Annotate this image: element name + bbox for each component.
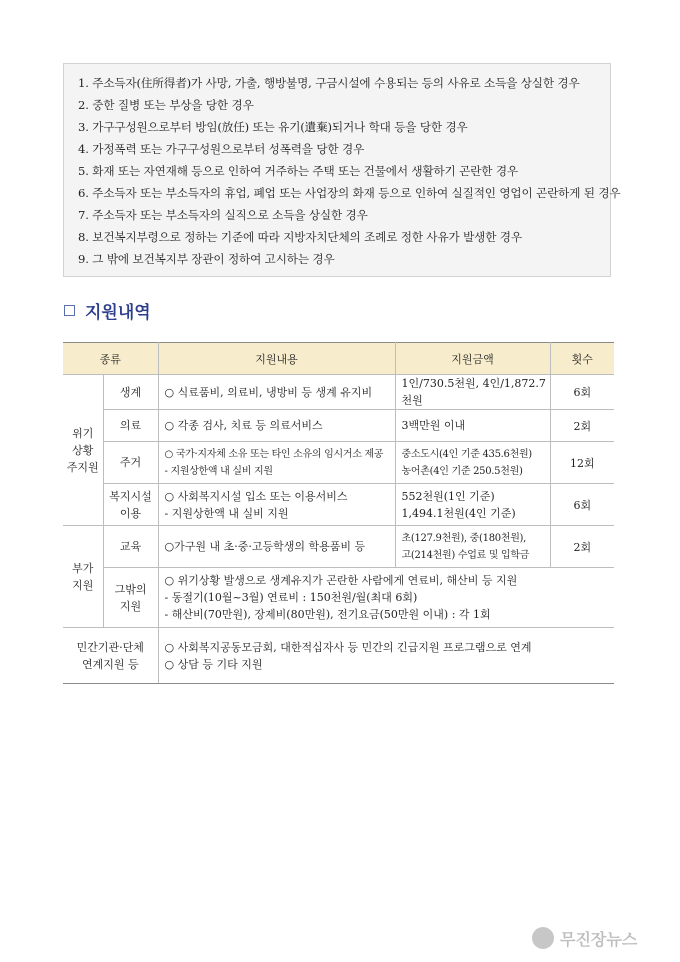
content-line: ○ 국가·지자체 소유 또는 타인 소유의 임시거소 제공 [164,448,384,460]
group-label-line: 지원 [72,578,94,592]
table-row [63,442,614,484]
eligibility-criteria-box [63,63,621,277]
header-type: 종류 [63,343,158,375]
amount-education [395,526,550,568]
subtype-housing: 주거 [103,442,158,484]
content-line: - 지원상한액 내 실비 지원 [164,506,289,520]
criteria-item: 2. 중한 질병 또는 부상을 당한 경우 [78,98,254,112]
criteria-item: 1. 주소득자(住所得者)가 사망, 가출, 행방불명, 구금시설에 수용되는 등의 사유로 소득을 상실한 경우 [78,76,580,90]
content-line: ○ 사회복지공동모금회, 대한적십자사 등 민간의 긴급지원 프로그램으로 연계 [164,640,532,654]
amount-line: 552천원(1인 기준) [401,489,495,503]
subtype-line: 지원 [119,599,142,613]
group-label-line: 상황 [72,443,94,457]
criteria-item: 6. 주소득자 또는 부소득자의 휴업, 폐업 또는 사업장의 화재 등으로 인하여 실질적인 영업이 곤란하게 된 경우 [78,186,621,200]
table-row [63,375,614,410]
content-line: ○ 상담 등 기타 지원 [164,657,263,671]
content-housing [158,442,395,484]
content-line: ○ 사회복지시설 입소 또는 이용서비스 [164,489,348,503]
count-living: 6회 [550,375,614,410]
group-label-line: 주지원 [66,460,99,474]
section-heading [64,299,151,321]
table-row [63,526,614,568]
table-row [63,568,614,628]
content-line: - 동절기(10월~3월) 연료비 : 150천원/월(최대 6회) [164,591,418,604]
amount-line: 고(214천원) 수업료 및 입학금 [401,549,530,561]
support-table [63,342,614,684]
header-content: 지원내용 [158,343,395,375]
content-living: ○ 식료품비, 의료비, 냉방비 등 생계 유지비 [158,375,395,410]
subtype-line: 그밖의 [114,582,147,596]
watermark-text: 무진장뉴스 [560,929,638,949]
subtype-medical: 의료 [103,410,158,442]
criteria-list [78,72,621,270]
type-line: 민간기관·단체 [76,640,144,654]
group-label-line: 위기 [72,426,94,440]
header-amount: 지원금액 [395,343,550,375]
amount-line: 초(127.9천원), 중(180천원), [401,532,527,544]
subtype-other [103,568,158,628]
content-private [158,628,614,684]
mountain-logo-icon [532,927,554,949]
subtype-line: 복지시설 [109,489,152,503]
content-medical: ○ 각종 검사, 치료 등 의료서비스 [158,410,395,442]
subtype-line: 이용 [119,506,142,520]
table-row [63,628,614,684]
content-education: ○가구원 내 초·중·고등학생의 학용품비 등 [158,526,395,568]
count-welfare: 6회 [550,484,614,526]
header-count: 횟수 [550,343,614,375]
amount-living: 1인/730.5천원, 4인/1,872.7천원 [395,375,550,410]
amount-medical: 3백만원 이내 [395,410,550,442]
group-crisis-label [63,375,103,526]
subtype-education: 교육 [103,526,158,568]
count-housing: 12회 [550,442,614,484]
table-row [63,484,614,526]
content-other [158,568,614,628]
checkbox-square-icon [64,305,75,316]
subtype-living: 생계 [103,375,158,410]
table-row [63,410,614,442]
content-line: ○ 위기상황 발생으로 생계유지가 곤란한 사람에게 연료비, 해산비 등 지원 [164,574,518,587]
amount-line: 농어촌(4인 기준 250.5천원) [401,465,523,477]
amount-line: 1,494.1천원(4인 기준) [401,506,516,520]
group-label-line: 부가 [72,561,94,575]
content-welfare [158,484,395,526]
content-line: - 해산비(70만원), 장제비(80만원), 전기요금(50만원 이내) : 각 1회 [164,608,491,621]
group-additional-label [63,526,103,628]
section-title: 지원내역 [85,302,151,323]
subtype-welfare [103,484,158,526]
type-private [63,628,158,684]
criteria-item: 5. 화재 또는 자연재해 등으로 인하여 거주하는 주택 또는 건물에서 생활하기 곤란한 경우 [78,164,518,178]
amount-welfare [395,484,550,526]
amount-housing [395,442,550,484]
count-medical: 2회 [550,410,614,442]
watermark [532,924,672,952]
content-line: - 지원상한액 내 실비 지원 [164,465,273,477]
criteria-item: 3. 가구구성원으로부터 방임(放任) 또는 유기(遺棄)되거나 학대 등을 당한 경우 [78,120,468,134]
criteria-item: 7. 주소득자 또는 부소득자의 실직으로 소득을 상실한 경우 [78,208,368,222]
criteria-item: 4. 가정폭력 또는 가구구성원으로부터 성폭력을 당한 경우 [78,142,365,156]
type-line: 연계지원 등 [81,657,139,671]
criteria-item: 9. 그 밖에 보건복지부 장관이 정하여 고시하는 경우 [78,252,335,266]
table-header-row [63,343,614,375]
criteria-item: 8. 보건복지부령으로 정하는 기준에 따라 지방자치단체의 조례로 정한 사유가 발생한 경우 [78,230,522,244]
count-education: 2회 [550,526,614,568]
amount-line: 중소도시(4인 기준 435.6천원) [401,448,532,460]
